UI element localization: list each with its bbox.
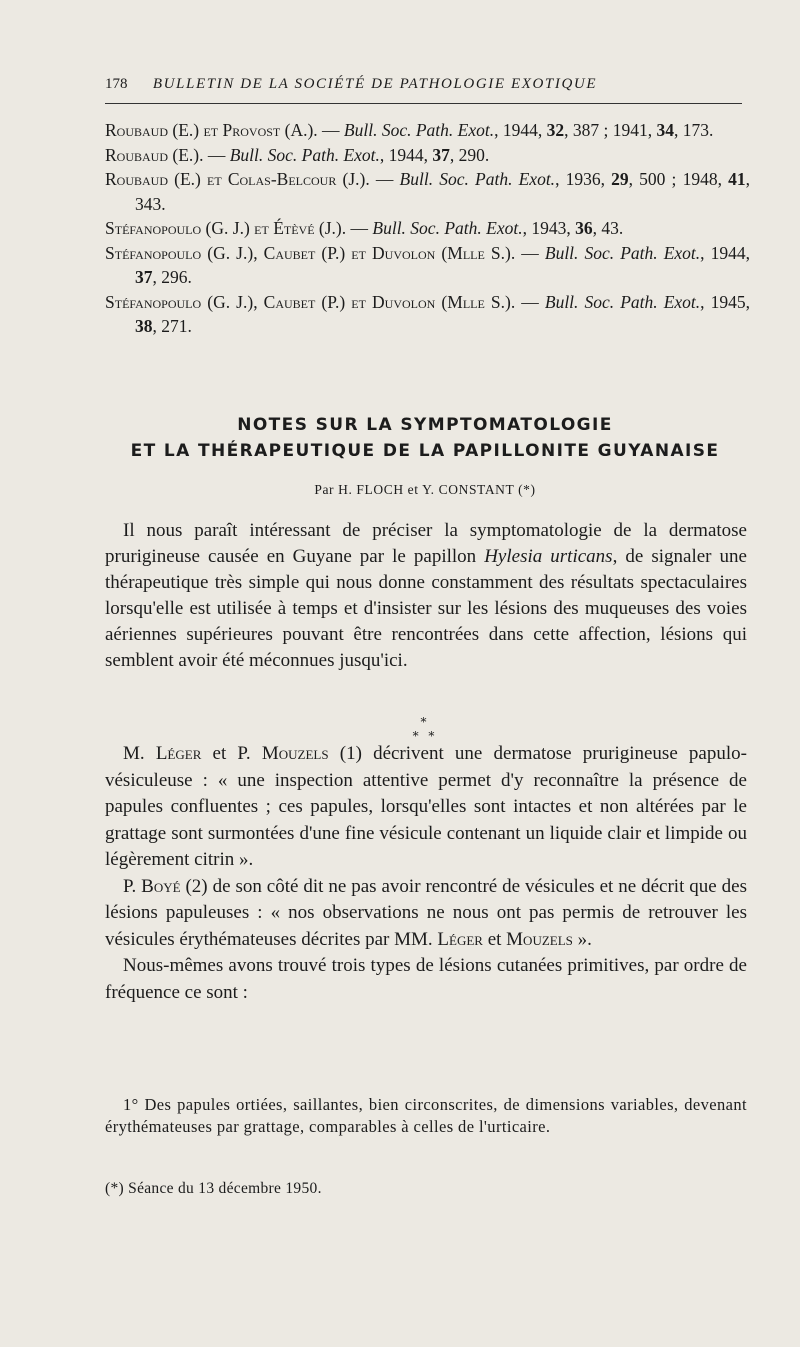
reference-item: Stéfanopoulo (G. J.) et Étèvé (J.). — Bull. Soc. Path. Exot., 1943, 36, 43. bbox=[105, 218, 624, 238]
ref-page: 296 bbox=[161, 267, 188, 287]
ref-authors: Stéfanopoulo (G. J.), Caubet (P.) et Duvolon (Mlle S.). bbox=[105, 242, 516, 263]
ref-source: Bull. Soc. Path. Exot. bbox=[544, 242, 701, 263]
ref-sep: — bbox=[317, 120, 344, 140]
ref-year: 1944 bbox=[388, 144, 424, 165]
page-number: 178 bbox=[105, 76, 128, 92]
article-title-line: ET LA THÉRAPEUTIQUE DE LA PAPILLONITE GUYANAISE bbox=[130, 441, 720, 461]
text-run: et P. bbox=[201, 743, 262, 764]
footnote: (*) Séance du 13 décembre 1950. bbox=[105, 1180, 322, 1197]
ref-page: 43 bbox=[601, 218, 619, 238]
ref-source: Bull. Soc. Path. Exot. bbox=[399, 169, 556, 189]
ref-authors: Roubaud (E.) et Colas-Belcour (J.). bbox=[105, 169, 370, 189]
paragraph bbox=[105, 518, 747, 674]
header-rule bbox=[105, 103, 742, 104]
ref-source: Bull. Soc. Path. Exot. bbox=[544, 291, 701, 312]
ref-authors: Roubaud (E.) et Provost (A.). bbox=[105, 120, 318, 140]
author-name: Mouzels bbox=[261, 743, 329, 764]
ref-volume: 37 bbox=[432, 144, 450, 165]
ref-volume: 29 bbox=[611, 169, 629, 189]
reference-list bbox=[105, 118, 750, 339]
running-head bbox=[105, 76, 745, 93]
author-name: Boyé bbox=[141, 875, 181, 897]
ref-sep: — bbox=[369, 169, 400, 189]
ref-page: 343 bbox=[135, 193, 162, 214]
ref-year: 1944 bbox=[502, 120, 538, 140]
text-run: P. bbox=[123, 875, 142, 897]
ref-volume: 37 bbox=[135, 267, 153, 287]
author-name: Léger bbox=[155, 743, 202, 764]
ref-sep: — bbox=[346, 218, 373, 238]
author-name: Léger bbox=[437, 928, 483, 950]
text-run: (1) décrivent une dermatose prurigineuse papulo-vésiculeuse : « une inspection attentive permet d'y reconnaître la présence de papules confluentes ; ces papules, lorsqu'elles sont intactes et non altérées par le grattage sont surmontées d'une fine vésicule contenant un liquide clair et limpide ou légèrement citrin ». bbox=[105, 743, 747, 870]
reference-item: Roubaud (E.) et Provost (A.). — Bull. Soc. Path. Exot., 1944, 32, 387 ; 1941, 34, 173. bbox=[105, 120, 714, 140]
ref-page: 173 bbox=[682, 120, 709, 140]
text-run: M. bbox=[123, 743, 156, 764]
ref-volume: 41 bbox=[728, 169, 746, 189]
ref-year: 1936 bbox=[565, 169, 601, 189]
ref-volume: 34 bbox=[656, 120, 674, 140]
journal-title: BULLETIN DE LA SOCIÉTÉ DE PATHOLOGIE EXOTIQUE bbox=[152, 76, 598, 92]
reference-item: Roubaud (E.) et Colas-Belcour (J.). — Bull. Soc. Path. Exot., 1936, 29, 500 ; 1948, 41, 343. bbox=[105, 169, 750, 214]
ref-year: 1943 bbox=[531, 218, 567, 238]
text-run: et bbox=[482, 928, 507, 950]
ref-year: 1948 bbox=[682, 169, 718, 189]
text-run: Il nous paraît intéressant de préciser la symptomatologie de la dermatose prurigineuse causée en Guyane par le papillon bbox=[105, 520, 747, 567]
list-item: 1° Des papules ortiées, saillantes, bien circonscrites, de dimensions variables, devenant érythémateuses par grattage, comparables à celles de l'urticaire. bbox=[105, 1095, 747, 1136]
paragraph: Nous-mêmes avons trouvé trois types de lésions cutanées primitives, par ordre de fréquence ce sont : bbox=[105, 955, 747, 1003]
ref-year: 1945 bbox=[710, 291, 746, 312]
ref-source: Bull. Soc. Path. Exot. bbox=[343, 120, 495, 140]
ref-authors: Roubaud (E.). bbox=[105, 144, 204, 165]
ref-sep: — bbox=[515, 242, 545, 263]
species-name: Hylesia urticans bbox=[484, 546, 613, 567]
article-title bbox=[105, 412, 745, 464]
paragraph bbox=[105, 741, 747, 874]
ref-year: 1941 bbox=[612, 120, 648, 140]
ref-sep: — bbox=[203, 144, 230, 165]
asterism-bottom: * * bbox=[412, 729, 438, 743]
text-run: (2) de son côté dit ne pas avoir rencontré de vésicules et ne décrit que des lésions papuleuses : « nos observations ne nous ont pas permis de retrouver les vésicules érythémateuses décrites par MM. bbox=[105, 875, 747, 950]
paragraph bbox=[105, 874, 747, 954]
ref-authors: Stéfanopoulo (G. J.) et Étèvé (J.). bbox=[105, 218, 347, 238]
ref-authors: Stéfanopoulo (G. J.), Caubet (P.) et Duvolon (Mlle S.). bbox=[105, 291, 516, 312]
text-run: ». bbox=[572, 928, 592, 950]
reference-item: Stéfanopoulo (G. J.), Caubet (P.) et Duvolon (Mlle S.). — Bull. Soc. Path. Exot., 1945, 38, 271. bbox=[105, 291, 751, 336]
ref-source: Bull. Soc. Path. Exot. bbox=[229, 144, 380, 165]
ref-page: 271 bbox=[161, 316, 188, 336]
ref-page: 387 bbox=[572, 120, 600, 140]
ref-source: Bull. Soc. Path. Exot. bbox=[372, 218, 523, 238]
reference-item: Roubaud (E.). — Bull. Soc. Path. Exot., 1944, 37, 290. bbox=[105, 144, 490, 165]
text-run: , de signaler une thérapeutique très simple qui nous donne constamment des résultats spectaculaires lorsqu'elle est utilisée à temps et d'insister sur les lésions des muqueuses des voies aériennes supérieures pouvant être rencontrées dans cette affection, lésions qui semblent avoir été méconnues jusqu'ici. bbox=[105, 546, 747, 671]
ref-page: 290 bbox=[458, 144, 485, 165]
ref-volume: 36 bbox=[575, 218, 593, 238]
article-title-line: NOTES SUR LA SYMPTOMATOLOGIE bbox=[237, 415, 613, 435]
byline: Par H. FLOCH et Y. CONSTANT (*) bbox=[314, 482, 536, 497]
intro-paragraph bbox=[105, 518, 747, 674]
ref-year: 1944 bbox=[710, 242, 746, 263]
author-name: Mouzels bbox=[506, 928, 573, 950]
main-body bbox=[105, 741, 747, 1006]
ref-page: 500 bbox=[639, 169, 666, 189]
lesion-list bbox=[105, 1094, 747, 1138]
ref-sep: — bbox=[515, 291, 545, 312]
ref-volume: 32 bbox=[546, 120, 565, 140]
asterism-top: * bbox=[420, 715, 430, 729]
asterism bbox=[105, 715, 745, 743]
reference-item: Stéfanopoulo (G. J.), Caubet (P.) et Duvolon (Mlle S.). — Bull. Soc. Path. Exot., 1944, 37, 296. bbox=[105, 242, 751, 287]
ref-volume: 38 bbox=[135, 316, 153, 336]
